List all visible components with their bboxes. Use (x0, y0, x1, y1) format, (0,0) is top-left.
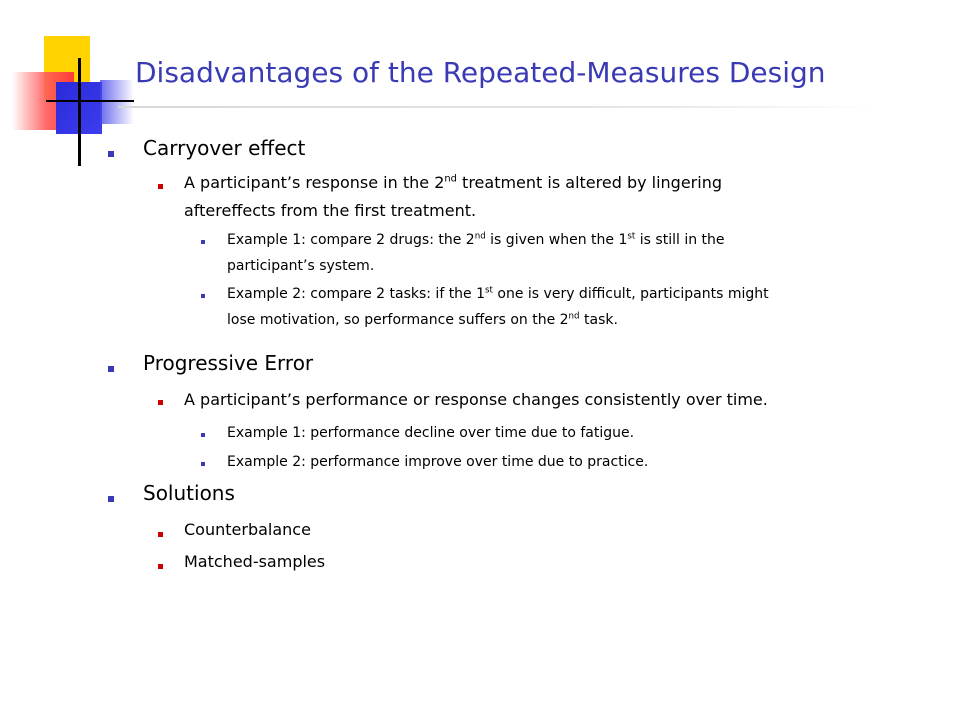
bullet-icon (158, 184, 163, 189)
bullet-icon (201, 294, 205, 298)
title-divider (118, 106, 878, 108)
carryover-example-2-line1: Example 2: compare 2 tasks: if the 1st one is very difficult, participants might (227, 285, 769, 302)
solution-counterbalance: Counterbalance (184, 520, 311, 539)
vertical-line-decoration (78, 58, 81, 166)
progressive-error-example-2: Example 2: performance improve over time due to practice. (227, 454, 649, 470)
bullet-icon (108, 366, 114, 372)
bullet-icon (201, 240, 205, 244)
horizontal-line-decoration (46, 100, 134, 102)
carryover-example-2-line2: lose motivation, so performance suffers on the 2nd task. (227, 311, 618, 328)
bullet-icon (201, 433, 205, 437)
bullet-icon (201, 462, 205, 466)
progressive-error-definition: A participant’s performance or response changes consistently over time. (184, 390, 768, 409)
section-heading-solutions: Solutions (143, 481, 235, 505)
bullet-icon (158, 532, 163, 537)
bullet-icon (108, 151, 114, 157)
carryover-definition-line2: aftereffects from the first treatment. (184, 201, 477, 220)
bullet-icon (108, 496, 114, 502)
carryover-definition-line1: A participant’s response in the 2nd treatment is altered by lingering (184, 173, 722, 192)
solution-matched-samples: Matched-samples (184, 552, 326, 571)
section-heading-carryover: Carryover effect (143, 136, 306, 160)
carryover-example-1-line2: participant’s system. (227, 258, 375, 274)
section-heading-progressive-error: Progressive Error (143, 351, 314, 375)
bullet-icon (158, 564, 163, 569)
slide-title: Disadvantages of the Repeated-Measures Design (135, 56, 826, 89)
blue-fade-decoration (100, 80, 134, 124)
carryover-example-1-line1: Example 1: compare 2 drugs: the 2nd is given when the 1st is still in the (227, 231, 725, 248)
progressive-error-example-1: Example 1: performance decline over time due to fatigue. (227, 425, 635, 441)
bullet-icon (158, 400, 163, 405)
